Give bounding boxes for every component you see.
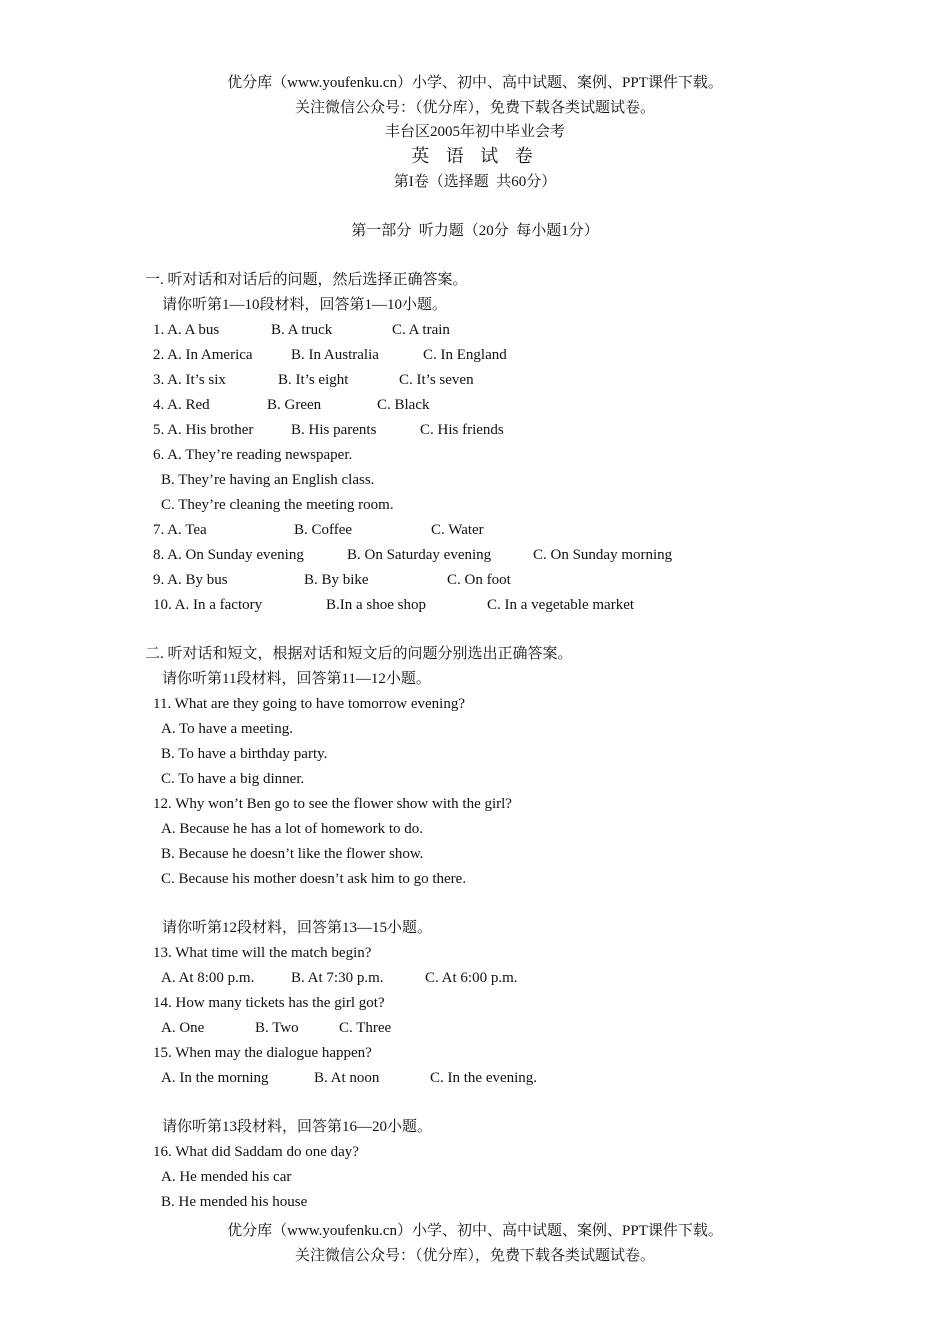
option-b: B. At 7:30 p.m. bbox=[291, 970, 384, 986]
option-a: 10. A. In a factory bbox=[153, 597, 263, 613]
option-a: 5. A. His brother bbox=[153, 422, 254, 438]
option-a: 1. A. A bus bbox=[153, 322, 220, 338]
option-c: C. They’re cleaning the meeting room. bbox=[161, 497, 394, 513]
option-b: B. Coffee bbox=[294, 522, 353, 538]
option-b: B. Because he doesn’t like the flower show. bbox=[161, 846, 424, 862]
site-footer-line-2: 关注微信公众号：（优分库），免费下载各类试题试卷。 bbox=[294, 1248, 655, 1264]
option-a: A. At 8:00 p.m. bbox=[161, 970, 255, 986]
option-c: C. A train bbox=[392, 322, 450, 338]
option-c: C. His friends bbox=[420, 422, 504, 438]
option-b: B. A truck bbox=[271, 322, 333, 338]
option-b: B. In Australia bbox=[291, 347, 379, 363]
option-b: B.In a shoe shop bbox=[326, 597, 426, 613]
option-c: C. Water bbox=[431, 522, 484, 538]
option-b: B. They’re having an English class. bbox=[161, 472, 375, 488]
question-text: 11. What are they going to have tomorrow evening? bbox=[153, 696, 465, 712]
option-a: 9. A. By bus bbox=[153, 572, 228, 588]
option-b: B. He mended his house bbox=[161, 1194, 308, 1210]
option-a: A. To have a meeting. bbox=[161, 721, 293, 737]
option-a: 8. A. On Sunday evening bbox=[153, 547, 304, 563]
site-header-line-2: 关注微信公众号：（优分库），免费下载各类试题试卷。 bbox=[294, 100, 655, 116]
option-b: B. To have a birthday party. bbox=[161, 746, 328, 762]
option-b: B. By bike bbox=[304, 572, 369, 588]
option-c: C. On foot bbox=[447, 572, 511, 588]
question-text: 14. How many tickets has the girl got? bbox=[153, 995, 385, 1011]
site-footer-line-1: 优分库（www.youfenku.cn）小学、初中、高中试题、案例、PPT课件下载。 bbox=[227, 1223, 723, 1239]
option-c: C. On Sunday morning bbox=[533, 547, 673, 563]
section-2-instruction-12: 请你听第12段材料，回答第13—15小题。 bbox=[162, 920, 433, 936]
option-c: C. It’s seven bbox=[399, 372, 474, 388]
exam-subject: 英 语 试 卷 bbox=[411, 146, 539, 166]
section-1-heading: 一. 听对话和对话后的问题，然后选择正确答案。 bbox=[145, 272, 468, 288]
option-c: C. In a vegetable market bbox=[487, 597, 635, 613]
option-c: C. To have a big dinner. bbox=[161, 771, 305, 787]
option-b: B. Green bbox=[267, 397, 322, 413]
option-c: C. At 6:00 p.m. bbox=[425, 970, 518, 986]
question-text: 13. What time will the match begin? bbox=[153, 945, 372, 961]
exam-title: 丰台区2005年初中毕业会考 bbox=[384, 124, 565, 140]
option-c: C. Black bbox=[377, 397, 430, 413]
question-text: 16. What did Saddam do one day? bbox=[153, 1144, 359, 1160]
option-b: B. At noon bbox=[314, 1070, 380, 1086]
option-a: 6. A. They’re reading newspaper. bbox=[153, 447, 353, 463]
option-a: A. He mended his car bbox=[161, 1169, 292, 1185]
site-header-line-1: 优分库（www.youfenku.cn）小学、初中、高中试题、案例、PPT课件下载。 bbox=[227, 75, 723, 91]
question-text: 12. Why won’t Ben go to see the flower show with the girl? bbox=[153, 796, 512, 812]
option-b: B. His parents bbox=[291, 422, 377, 438]
option-a: 3. A. It’s six bbox=[153, 372, 226, 388]
option-c: C. Three bbox=[339, 1020, 392, 1036]
option-a: A. One bbox=[161, 1020, 205, 1036]
option-b: B. On Saturday evening bbox=[347, 547, 492, 563]
option-a: A. Because he has a lot of homework to do. bbox=[161, 821, 424, 837]
option-c: C. In England bbox=[423, 347, 507, 363]
option-a: A. In the morning bbox=[161, 1070, 269, 1086]
question-text: 15. When may the dialogue happen? bbox=[153, 1045, 372, 1061]
part-1-heading: 第一部分 听力题（20分 每小题1分） bbox=[351, 223, 599, 239]
option-a: 7. A. Tea bbox=[153, 522, 207, 538]
section-2-heading: 二. 听对话和短文，根据对话和短文后的问题分别选出正确答案。 bbox=[145, 646, 573, 662]
section-2-instruction-13: 请你听第13段材料，回答第16—20小题。 bbox=[162, 1119, 433, 1135]
option-b: B. It’s eight bbox=[278, 372, 349, 388]
section-1-instruction: 请你听第1—10段材料，回答第1—10小题。 bbox=[162, 297, 448, 313]
exam-volume: 第I卷（选择题 共60分） bbox=[393, 174, 557, 190]
option-c: C. Because his mother doesn’t ask him to go there. bbox=[161, 871, 467, 887]
option-c: C. In the evening. bbox=[430, 1070, 538, 1086]
option-a: 2. A. In America bbox=[153, 347, 253, 363]
section-2-instruction-11: 请你听第11段材料，回答第11—12小题。 bbox=[162, 671, 431, 687]
option-b: B. Two bbox=[255, 1020, 299, 1036]
option-a: 4. A. Red bbox=[153, 397, 210, 413]
